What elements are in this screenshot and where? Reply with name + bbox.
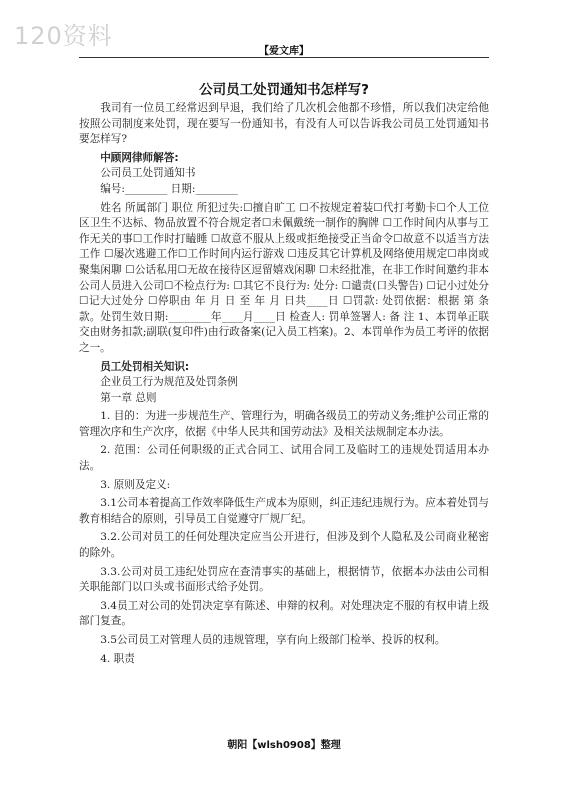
clause-3-3: 3.3.公司对员工违纪处罚应在查清事实的基础上，根据情节，依据本办法由公司相关职能部门以口头或书面形式给予处罚。 (79, 565, 489, 594)
number-date-line: 编号:________ 日期:________ (100, 182, 238, 195)
regulation-title: 企业员工行为规范及处罚条例 (100, 376, 238, 389)
notice-subtitle: 公司员工处罚通知书 (100, 167, 196, 180)
article-scope: 2. 范围：公司任何职级的正式合同工、试用合同工及临时工的违规处罚适用本办法。 (79, 444, 489, 473)
article-duties: 4. 职责 (100, 652, 135, 665)
clause-3-1: 3.1公司本着提高工作效率降低生产成本为原则，纠正违纪违规行为。应本着处罚与教育相结合的原则，引导员工自觉遵守厂规厂纪。 (79, 497, 489, 525)
clause-3-4: 3.4员工对公司的处罚决定享有陈述、申辩的权利。对处理决定不服的有权申请上级部门复查。 (79, 599, 489, 628)
related-knowledge-heading: 员工处罚相关知识: (100, 360, 190, 373)
lawyer-answer-heading: 中顾网律师解答: (100, 151, 179, 164)
article-principles: 3. 原则及定义: (100, 478, 171, 491)
page-header: 【爱文库】 (259, 46, 309, 57)
chapter-heading: 第一章 总则 (100, 391, 157, 404)
intro-paragraph: 我司有一位员工经常迟到早退，我们给了几次机会他都不珍惜，所以我们决定给他按照公司制度来处罚，现在要写一份通知书，有没有人可以告诉我公司员工处罚通知书要怎样写? (79, 102, 489, 146)
header-divider (79, 57, 489, 58)
clause-3-2: 3.2.公司对员工的任何处理决定应当公开进行，但涉及到个人隐私及公司商业秘密的除外。 (79, 531, 489, 560)
notice-form-paragraph: 姓名 所属部门 职位 所犯过失:☐擅自旷工 ☐不按规定着装☐代打考勤卡☐个人工位区卫生不达标、物品放置不符合规定者☐未佩戴统一制作的胸牌 ☐工作时间内从事与工作无关的事☐工作时打瞌睡 ☐故意不服从上级或拒绝接受正当命令☐故意不以适当方法工作 ☐屡次逃避工作☐工作时间内运行游戏 ☐违反其它计算机及网络使用规定☐串岗或聚集闲聊 ☐公话私用☐无故在接待区逗留嬉戏闲聊 ☐未经批准，在非工作时间邀约非本公司人员进入公司☐不检点行为: ☐其它不良行为: 处分: ☐谴责(口头警告) ☐记小过处分 ☐记大过处分 ☐停职由 年 月 日 至 年 月 日共____日 ☐罚款: 处罚依据：根据 第 条 款。处罚生效日期:________年____月____日 检查人: 罚单签署人: 备 注 1、本罚单正联交由财务扣款;副联(复印件)由行政备案(记入员工档案)。2、本罚单作为员工考评的依据之一。 (79, 201, 489, 354)
page-footer: 朝阳【wlsh0908】整理 (227, 740, 341, 751)
watermark-logo: 120资料 (14, 22, 113, 50)
article-purpose: 1. 目的：为进一步规范生产、管理行为，明确各级员工的劳动义务;维护公司正常的管理次序和生产次序，依据《中华人民共和国劳动法》及相关法规制定本办法。 (79, 410, 489, 438)
clause-3-5: 3.5公司员工对管理人员的违规管理，享有向上级部门检举、投诉的权利。 (100, 634, 446, 646)
document-body (79, 101, 489, 667)
document-title: 公司员工处罚通知书怎样写? (199, 82, 369, 98)
